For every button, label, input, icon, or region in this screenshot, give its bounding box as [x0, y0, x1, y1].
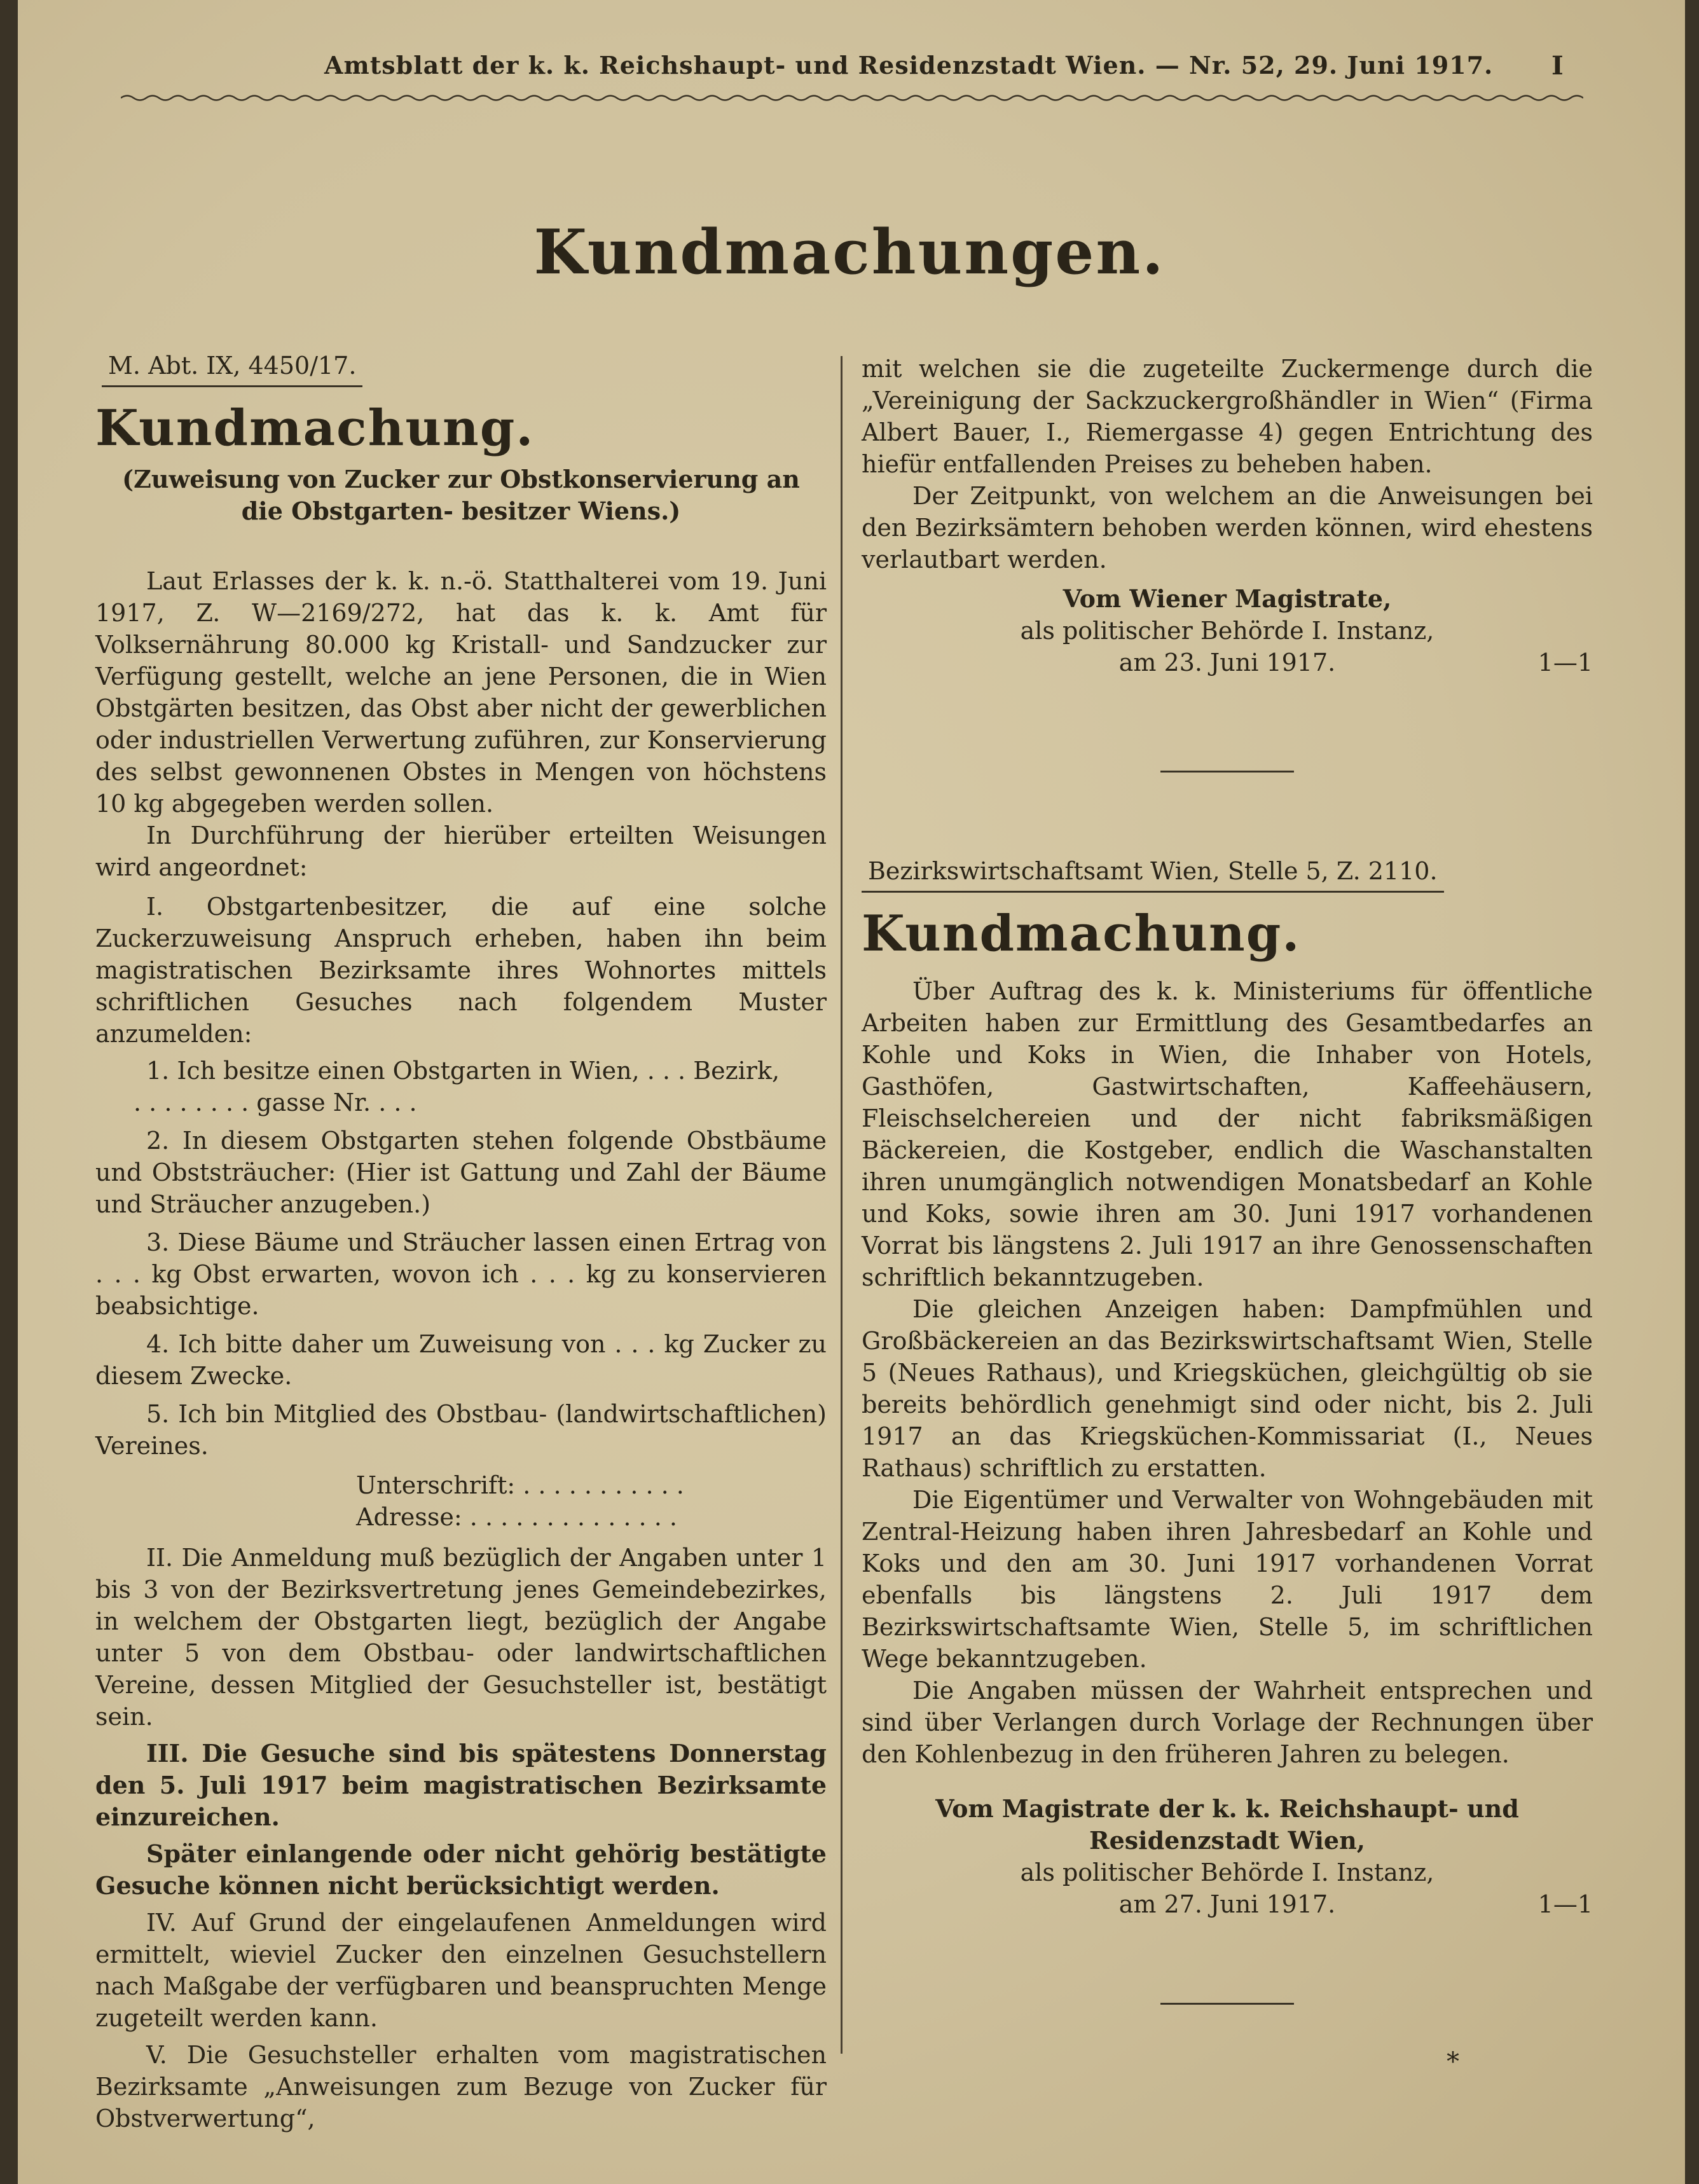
right-sign-1: Vom Wiener Magistrate,	[1063, 584, 1392, 613]
left-subtitle: (Zuweisung von Zucker zur Obstkonservierung an die Obstgarten- besitzer Wiens.)	[122, 465, 800, 525]
scan-edge-right	[1685, 0, 1699, 2184]
footer-asterisk: *	[1447, 2047, 1459, 2077]
left-section-3-note: Später einlangende oder nicht gehörig bestätigte Gesuche können nicht berücksichtigt werden.	[95, 1839, 827, 1900]
header-wavy-rule	[121, 93, 1583, 102]
right-number-1: 1—1	[1537, 649, 1593, 676]
right-body-3: Die Eigentümer und Verwalter von Wohngebäuden mit Zentral-Heizung haben ihren Jahresbedarf an Kohle und Koks und den am 30. Juni 1917 vorhandenen Vorrat ebenfalls bis längstens 2. Juli 1917 dem Bezirkswirtschaftsamte Wien, Stelle 5, im schriftlichen Wege bekanntzugeben.	[862, 1486, 1593, 1673]
right-body-1: Über Auftrag des k. k. Ministeriums für öffentliche Arbeiten haben zur Ermittlung des Gesamtbedarfes an Kohle und Koks in Wien, die Inhaber von Hotels, Gasthöfen, Gastwirtschaften, Kaffeehäusern, Fleischselchereien und der nicht fabriksmäßigen Bäckereien, die Kostgeber, endlich die Waschanstalten ihren unumgänglich notwendigen Monatsbedarf an Kohle und Koks, sowie ihren am 30. Juni 1917 vorhandenen Vorrat bis längstens 2. Juli 1917 an ihre Genossenschaften schriftlich bekanntzugeben.	[862, 977, 1593, 1291]
left-model-1a: 1. Ich besitze einen Obstgarten in Wien, . . . Bezirk,	[146, 1057, 780, 1085]
right-date-2: am 27. Juni 1917.	[1118, 1890, 1336, 1918]
scan-edge-left	[0, 0, 18, 2184]
left-model-4: 4. Ich bitte daher um Zuweisung von . . . kg Zucker zu diesem Zwecke.	[95, 1330, 827, 1390]
right-separator-2	[1160, 2003, 1294, 2005]
right-body-4: Die Angaben müssen der Wahrheit entsprechen und sind über Verlangen durch Vorlage der Rechnungen über den Kohlenbezug in den früheren Jahren zu belegen.	[862, 1677, 1593, 1768]
left-section-1: I. Obstgartenbesitzer, die auf eine solche Zuckerzuweisung Anspruch erheben, haben ihn beim magistratischen Bezirksamte ihres Wohnortes mittels schriftlichen Gesuches nach folgendem Muster anzumelden:	[95, 893, 827, 1048]
left-model-3: 3. Diese Bäume und Sträucher lassen einen Ertrag von . . . kg Obst erwarten, wovon ich . . . kg zu konservieren beabsichtige.	[95, 1228, 827, 1320]
right-separator-1	[1160, 771, 1294, 773]
right-sign-4: als politischer Behörde I. Instanz,	[1020, 1858, 1434, 1886]
left-model-5: 5. Ich bin Mitglied des Obstbau- (landwirtschaftlichen) Vereines.	[95, 1400, 827, 1460]
left-signature-line: Unterschrift: . . . . . . . . . . .	[356, 1471, 684, 1499]
header-title: Amtsblatt der k. k. Reichshaupt- und Residenzstadt Wien. — Nr. 52, 29. Juni 1917.	[324, 51, 1494, 79]
left-notice-title: Kundmachung.	[95, 399, 535, 457]
right-reference: Bezirkswirtschaftsamt Wien, Stelle 5, Z. 2110.	[862, 855, 1444, 893]
main-title: Kundmachungen.	[533, 216, 1166, 288]
left-model-1b: . . . . . . . . gasse Nr. . . .	[134, 1089, 417, 1116]
left-section-4: IV. Auf Grund der eingelaufenen Anmeldungen wird ermittelt, wieviel Zucker den einzelnen Gesuchstellern nach Maßgabe der verfügbaren und beanspruchten Menge zugeteilt werden kann.	[95, 1909, 827, 2032]
left-section-3: III. Die Gesuche sind bis spätestens Donnerstag den 5. Juli 1917 beim magistratischen Bezirksamte einzureichen.	[95, 1739, 827, 1831]
column-divider	[841, 356, 843, 2054]
header-page-number: I	[1551, 51, 1564, 81]
right-sign-3: Vom Magistrate der k. k. Reichshaupt- und Residenzstadt Wien,	[935, 1794, 1519, 1855]
left-intro: Laut Erlasses der k. k. n.-ö. Statthalterei vom 19. Juni 1917, Z. W—2169/272, hat das k. k. Amt für Volksernährung 80.000 kg Kristall- und Sandzucker zur Verfügung gestellt, welche an jene Personen, die in Wien Obstgärten besitzen, das Obst aber nicht der gewerblichen oder industriellen Verwertung zuführen, zur Konservierung des selbst gewonnenen Obstes in Mengen von höchstens 10 kg abgegeben werden sollen.	[95, 567, 827, 818]
left-ordered: In Durchführung der hierüber erteilten Weisungen wird angeordnet:	[95, 821, 827, 881]
right-continuation: mit welchen sie die zugeteilte Zuckermenge durch die „Vereinigung der Sackzuckergroßhändler in Wien“ (Firma Albert Bauer, I., Riemergasse 4) gegen Entrichtung des hiefür entfallenden Preises zu beheben haben.	[862, 355, 1593, 478]
left-model-2: 2. In diesem Obstgarten stehen folgende Obstbäume und Obststräucher: (Hier ist Gattung und Zahl der Bäume und Sträucher anzugeben.)	[95, 1127, 827, 1218]
left-reference: M. Abt. IX, 4450/17.	[102, 350, 362, 387]
right-body-2: Die gleichen Anzeigen haben: Dampfmühlen und Großbäckereien an das Bezirkswirtschaftsamt Wien, Stelle 5 (Neues Rathaus), und Kriegsküchen, gleichgültig ob sie bereits behördlich genehmigt sind oder nicht, bis 2. Juli 1917 an das Kriegsküchen-Kommissariat (I., Neues Rathaus) schriftlich zu erstatten.	[862, 1295, 1593, 1482]
page-header	[114, 51, 1577, 89]
right-time-note: Der Zeitpunkt, von welchem an die Anweisungen bei den Bezirksämtern behoben werden können, wird ehestens verlautbart werden.	[862, 482, 1593, 573]
right-column	[862, 353, 1593, 2005]
right-notice-title: Kundmachung.	[862, 905, 1301, 963]
left-column	[95, 350, 827, 2134]
right-date-1: am 23. Juni 1917.	[1118, 649, 1336, 676]
right-sign-2: als politischer Behörde I. Instanz,	[1020, 617, 1434, 645]
left-section-2: II. Die Anmeldung muß bezüglich der Angaben unter 1 bis 3 von der Bezirksvertretung jenes Gemeindebezirkes, in welchem der Obstgarten liegt, bezüglich der Angabe unter 5 von dem Obstbau- oder landwirtschaftlichen Vereine, dessen Mitglied der Gesuchsteller ist, bestätigt sein.	[95, 1544, 827, 1731]
left-section-5: V. Die Gesuchsteller erhalten vom magistratischen Bezirksamte „Anweisungen zum Bezuge von Zucker für Obstverwertung“,	[95, 2041, 827, 2132]
right-number-2: 1—1	[1537, 1890, 1593, 1918]
left-address-line: Adresse: . . . . . . . . . . . . . .	[356, 1503, 677, 1531]
